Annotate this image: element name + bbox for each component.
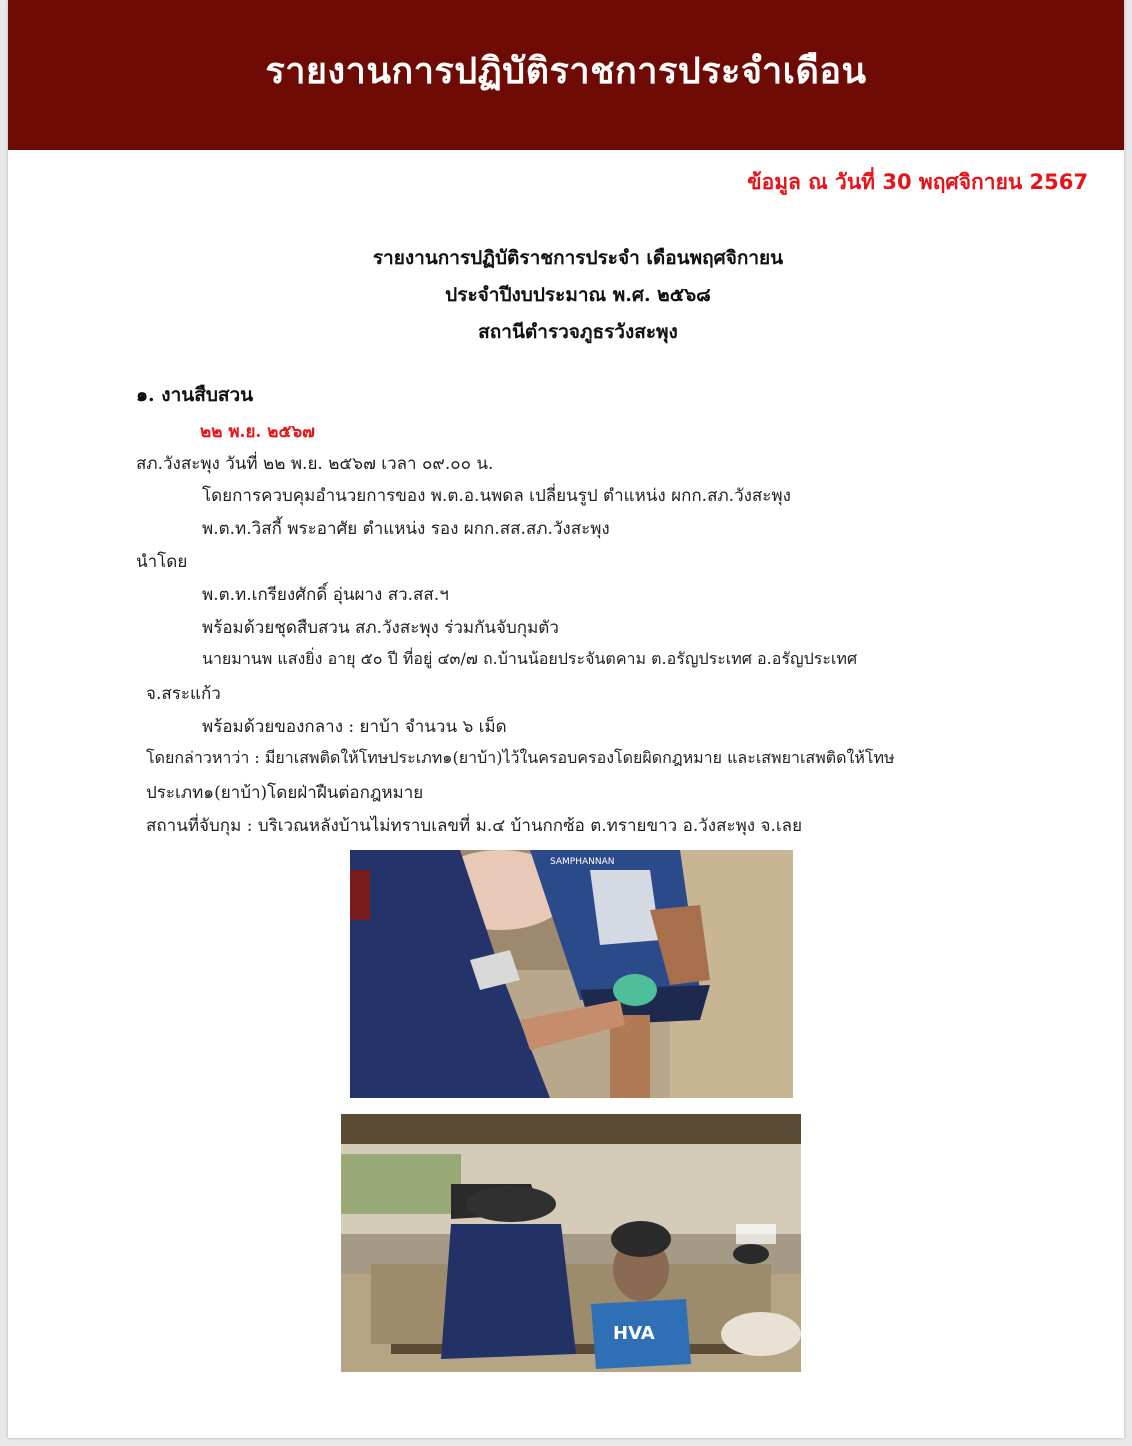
body-line-3: พ.ต.ท.วิสกี้ พระอาศัย ตำแหน่ง รอง ผกก.สส.สภ.วังสะพุง [202,519,610,539]
body-line-12: สถานที่จับกุม : บริเวณหลังบ้านไม่ทราบเลขที่ ม.๔ บ้านกกซ้อ ต.ทรายขาว อ.วังสะพุง จ.เลย [146,816,803,836]
heading-line-2: ประจำปีงบประมาณ พ.ศ. ๒๕๖๘ [445,284,711,306]
body-line-11: ประเภท๑(ยาบ้า)โดยฝ่าฝืนต่อกฎหมาย [146,783,424,803]
heading-line-3: สถานีตำรวจภูธรวังสะพุง [478,321,678,343]
body-line-8: จ.สระแก้ว [146,684,221,704]
arrest-photo-2 [341,1114,801,1372]
body-line-2: โดยการควบคุมอำนวยการของ พ.ต.อ.นพดล เปลี่ยนรูป ตำแหน่ง ผกก.สภ.วังสะพุง [202,486,791,506]
body-line-7: นายมานพ แสงยิ่ง อายุ ๕๐ ปี ที่อยู่ ๔๓/๗ ถ.บ้านน้อยประจันตคาม ต.อรัญประเทศ อ.อรัญประเทศ [202,649,858,668]
section-title: ๑. งานสืบสวน [136,384,254,406]
body-line-10: โดยกล่าวหาว่า : มียาเสพติดให้โทษประเภท๑(ยาบ้า)ไว้ในครอบครองโดยผิดกฎหมาย และเสพยาเสพติดให้โทษ [146,748,895,767]
body-line-9: พร้อมด้วยของกลาง : ยาบ้า จำนวน ๖ เม็ด [202,717,507,737]
shirt-text-2: HVA [613,1323,655,1344]
body-line-6: พร้อมด้วยชุดสืบสวน สภ.วังสะพุง ร่วมกันจับกุมตัว [202,618,559,638]
heading-line-1: รายงานการปฏิบัติราชการประจำ เดือนพฤศจิกายน [372,247,784,269]
report-heading [8,240,1132,351]
header-banner [8,0,1124,150]
arrest-photo-1 [350,850,793,1098]
event-date: ๒๒ พ.ย. ๒๕๖๗ [200,422,315,442]
as-of-date: ข้อมูล ณ วันที่ 30 พฤศจิกายน 2567 [747,170,1088,194]
body-line-5: พ.ต.ท.เกรียงศักดิ์ อุ่นผาง สว.สส.ฯ [202,585,449,605]
body-line-1: สภ.วังสะพุง วันที่ ๒๒ พ.ย. ๒๕๖๗ เวลา ๐๙.๐๐ น. [136,454,494,474]
report-page [8,0,1124,1438]
shirt-text-1: SAMPHANNAN [550,857,615,867]
body-line-4: นำโดย [136,552,188,572]
banner-title: รายงานการปฏิบัติราชการประจำเดือน [265,50,867,92]
